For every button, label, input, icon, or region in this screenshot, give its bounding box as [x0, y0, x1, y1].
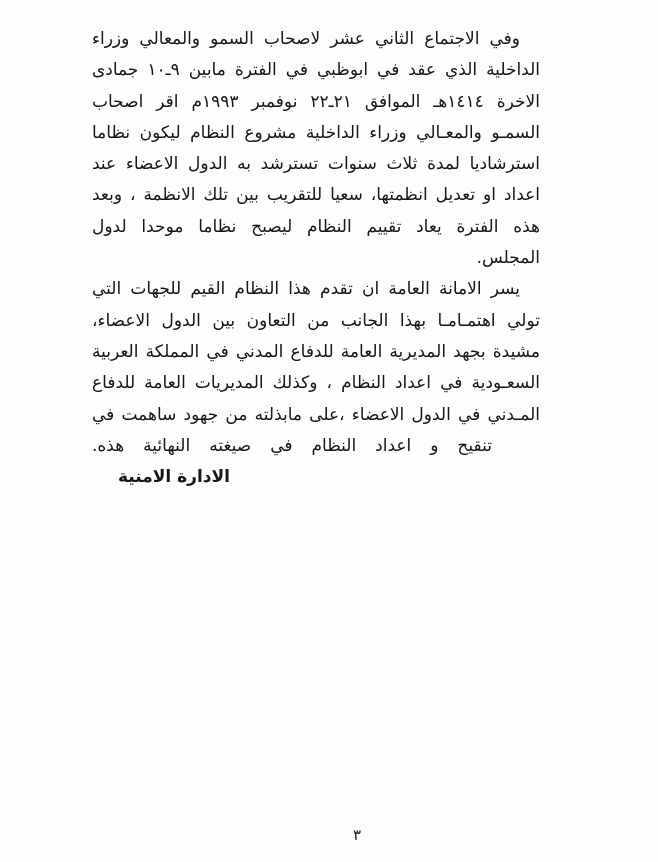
text-line: يسر الامانة العامة ان تقدم هذا النظام القيم للجهات التي — [92, 279, 520, 300]
text-line: السعـودية في اعداد النظام ، وكذلك المديريات العامة للدفاع — [92, 373, 540, 394]
page-number: ٣ — [352, 826, 362, 844]
text-line: وفي الاجتماع الثاني عشر لاصحاب السمو والمعالي وزراء — [92, 29, 520, 49]
text-line: المـدني في الدول الاعضاء ،على مابذلته من جهود ساهمت في — [92, 404, 540, 425]
text-line: مشيدة بجهد المديرية العامة للدفاع المدني في المملكة العربية — [92, 341, 540, 362]
text-line: تنقيح و اعداد النظام في صيغته النهائية هذه. — [92, 435, 492, 456]
text-line: الداخلية الذي عقد في ابوظبي في الفترة مابين ٩ـ١٠ جمادى — [92, 60, 541, 81]
body-text — [92, 24, 540, 493]
text-line: المجلس. — [476, 248, 540, 269]
security-administration-heading: الادارة الامنية — [118, 467, 230, 488]
text-line: اعداد او تعديل انظمتها، سعيا للتقريب بين تلك الانظمة ، وبعد — [92, 185, 540, 206]
paragraph-2 — [92, 274, 540, 462]
paragraph-1 — [92, 24, 540, 274]
text-line: السمـو والمعـالي وزراء الداخلية مشروع النظام ليكون نظاما — [92, 122, 540, 143]
text-line: الاخرة ١٤١٤هـ الموافق ٢١ـ٢٢ نوفمبر ١٩٩٣م اقر اصحاب — [92, 91, 540, 112]
text-line: تولي اهتمـامـا بهذا الجانب من التعاون بين الدول الاعضاء، — [92, 310, 540, 331]
text-line: هذه الفترة يعاد تقييم النظام ليصبح نظاما موحدا لدول — [92, 216, 540, 237]
text-line: استرشاديا لمدة ثلاث سنوات تسترشد به الدول الاعضاء عند — [92, 154, 540, 175]
